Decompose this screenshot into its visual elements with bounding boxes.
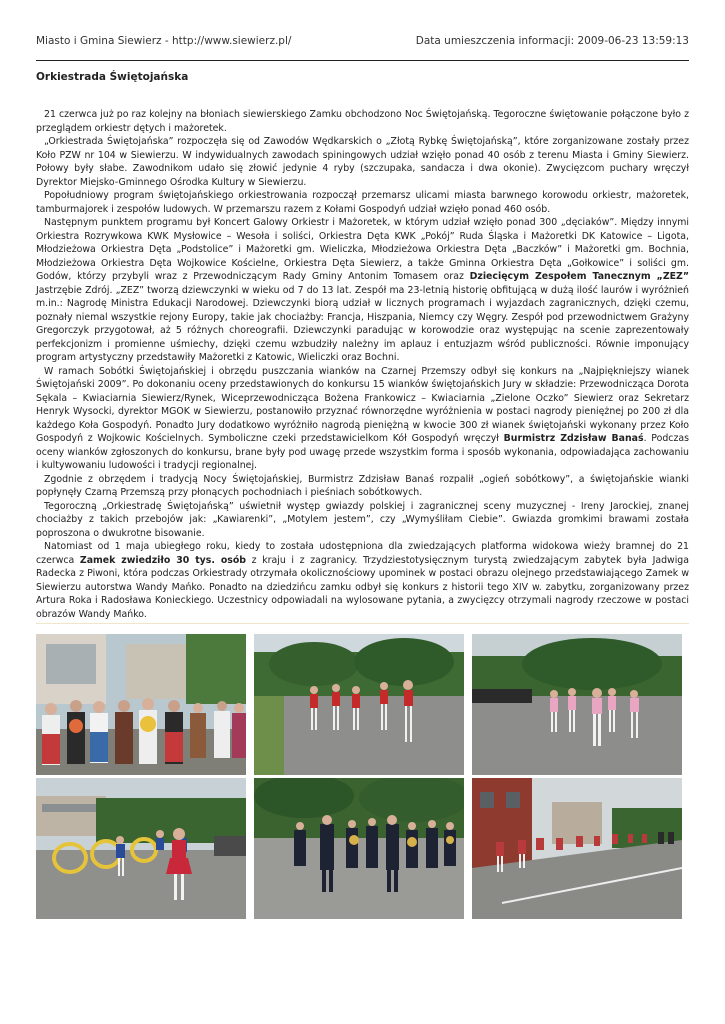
photo-pink-majorettes — [472, 634, 682, 775]
photo-brass-band-image — [254, 778, 464, 919]
photo-brass-band — [254, 778, 464, 919]
paragraph-4-bold: Dziecięcym Zespołem Tanecznym „ZEZ” — [469, 271, 689, 282]
gallery-separator — [36, 623, 689, 624]
photo-hoop-dancers-image — [36, 778, 246, 919]
paragraph-7: Tegoroczną „Orkiestradę Świętojańską” uświetnił występ gwiazdy polskiej i zagranicznej sceny muzycznej - Ireny Jarockiej, znanej chociażby z takich przebojów jak: „Kawiarenki”, „Motylem jestem”, czy „Wymyśliłam Ciebie”. Gwiazda gromkimi brawami została poproszona o dwukrotne bisowanie. — [36, 500, 689, 539]
paragraph-4 — [36, 216, 689, 365]
photo-folk-women — [36, 634, 246, 775]
paragraph-4-text-a: Następnym punktem programu był Koncert Galowy Orkiestr i Mażoretek, w którym udział wzięło ponad 300 „dęciaków”. Między innymi Orkiestra Rozrywkowa KWK Mysłowice – Wesoła i soliści, Orkiestra Dęta KWK „Pokój” Ruda Śląska i Mażoretki DK Katowice – Ligota, Młodzieżowa Orkiestra Dęta „Podstolice” i Mażoretki gm. Wieliczka, Młodzieżowa Orkiestra Dęta „Baczków” i Mażoretki gm. Bochnia, Młodzieżowa Orkiestra Dęta Wojkowice Kościelne, Orkiestra Dęta Siewierz, a także Gminna Orkiestra Dęta „Gołkowice” i soliści gm. Godów, którzy przybyli wraz z Przewodniczącym Rady Gminy Antonim Tomasem oraz — [36, 217, 689, 282]
paragraph-8-text-c: z kraju i z zagranicy. Trzydziestotysięcznym turystą zwiedzającym zabytek była Jadwiga Radecka z Piwoni, która podczas Orkiestrady otrzymała okolicznościowy upominek w postaci obrazu olejnego przedstawiającego Zamek w Siewierzu autorstwa Wandy Mańko. Ponadto na dziedzińcu zamku odbył się konkurs z historii tego XIV w. zabytku, zorganizowany przez Artura Roka i Radosława Konieckiego. Uczestnicy odpowiadali na wylosowane pytania, a zwycięzcy otrzymali nagrody rzeczowe w postaci obrazów Wandy Mańko. — [36, 554, 689, 620]
photo-folk-women-image — [36, 634, 246, 775]
paragraph-2: „Orkiestrada Świętojańska” rozpoczęła się od Zawodów Wędkarskich o „Złotą Rybkę Świętojańską”, które zorganizowane zostały przez Koło PZW nr 104 w Siewierzu. W indywidualnych zawodach spiningowych udział wzięło ponad 40 osób z terenu Miasta i Gminy Siewierz. Połowy były słabe. Zawodnikom udało się złowić jedynie 4 ryby (szczupaka, sandacza i dwa okonie). Zwycięzcom puchary wręczył Dyrektor Miejsko-Gminnego Ośrodka Kultury w Siewierzu. — [36, 136, 689, 188]
paragraph-5-bold: Burmistrz Zdzisław Banaś — [503, 433, 644, 444]
publish-date-header: Data umieszczenia informacji: 2009-06-23 13:59:13 — [415, 35, 689, 47]
page-header — [36, 35, 689, 53]
paragraph-5 — [36, 365, 689, 473]
paragraph-8 — [36, 540, 689, 621]
site-url-header: Miasto i Gmina Siewierz - http://www.siewierz.pl/ — [36, 35, 292, 47]
article-title: Orkiestrada Świętojańska — [36, 71, 189, 83]
header-rule — [36, 60, 689, 61]
paragraph-4-text-c: Jastrzębie Zdrój. „ZEZ” tworzą dziewczynki w wieku od 7 do 13 lat. Zespół ma 23-letnią historię obfitującą w dużą ilość laurów i wyróżnień m.in.: Nagrodę Ministra Edukacji Narodowej. Dziewczynki biorą udział w licznych programach i wyjazdach zagranicznych, dzięki czemu, poznały niemal wszystkie rejony Europy, takie jak chociażby: Francja, Hiszpania, Niemcy czy Węgry. Zespół pod przewodnictwem Grażyny Gregorczyk przygotował, aż 5 różnych choreografii. Dziewczynki paradując w korowodzie oraz występując na scenie zaprezentowały perfekcjonizm i promienne uśmiechy, dzięki czemu wzbudziły należny im aplauz i entuzjazm wśród publiczności. Równie imponujący program artystyczny przedstawiły Mażoretki z Katowic, Wieliczki oraz Bochni. — [36, 284, 689, 363]
paragraph-3: Popołudniowy program świętojańskiego orkiestrowania rozpoczął przemarsz ulicami miasta barwnego korowodu orkiestr, mażoretek, tamburmajorek i zespołów ludowych. W przemarszu razem z Kołami Gospodyń udział wzięło ponad 460 osób. — [36, 190, 689, 215]
photo-street-procession-image — [472, 778, 682, 919]
photo-street-procession — [472, 778, 682, 919]
paragraph-5-text-a: W ramach Sobótki Świętojańskiej i obrzędu puszczania wianków na Czarnej Przemszy odbył się konkurs na „Najpiękniejszy wianek Świętojański 2009”. Po dokonaniu oceny przedstawionych do konkursu 15 wianków świętojańskich Jury w składzie: Przewodnicząca Dorota Sękala – Kwiaciarnia Siewierz/Rynek, Wiceprzewodnicząca Bożena Frankowicz – Kwiaciarnia „Zielone Oczko” Siewierz oraz Sekretarz Henryk Wysocki, dyrektor MGOK w Siewierzu, postanowiło przyznać równorzędne wyróżnienia w postaci nagrody pieniężnej po 200 zł dla każdego Koła Gospodyń. Ponadto Jury dodatkowo wyróżniło nagrodą pieniężną w kwocie 300 zł wianek świętojański wykonany przez Koło Gospodyń z Wojkowic Kościelnych. Symboliczne czeki przedstawicielkom Kół Gospodyń wręczył — [36, 365, 689, 444]
paragraph-6: Zgodnie z obrzędem i tradycją Nocy Świętojańskiej, Burmistrz Zdzisław Banaś rozpalił „ogień sobótkowy”, a świętojańskie wianki popłynęły Czarną Przemszą przy płonących pochodniach i pieśniach sobótkowych. — [36, 473, 689, 498]
paragraph-1: 21 czerwca już po raz kolejny na błoniach siewierskiego Zamku obchodzono Noc Świętojańską. Tegoroczne świętowanie połączone było z przeglądem orkiestr dętych i mażoretek. — [36, 109, 689, 134]
photo-red-majorettes-image — [254, 634, 464, 775]
paragraph-5-text-c: . Podczas oceny wianków zgłoszonych do konkursu, brane były pod uwagę przede wszystkim forma i sposób wykonania, odpowiadająca zachowaniu i kultywowaniu ludowości i tradycji regionalnej. — [36, 433, 689, 471]
photo-hoop-dancers — [36, 778, 246, 919]
paragraph-8-text-a: Natomiast od 1 maja ubiegłego roku, kiedy to została udostępniona dla zwiedzających platforma widokowa wieży bramnej do 21 czerwca — [36, 541, 689, 566]
article-body — [36, 108, 689, 621]
photo-red-majorettes — [254, 634, 464, 775]
paragraph-8-bold: Zamek zwiedziło 30 tys. osób — [79, 554, 247, 566]
photo-pink-majorettes-image — [472, 634, 682, 775]
